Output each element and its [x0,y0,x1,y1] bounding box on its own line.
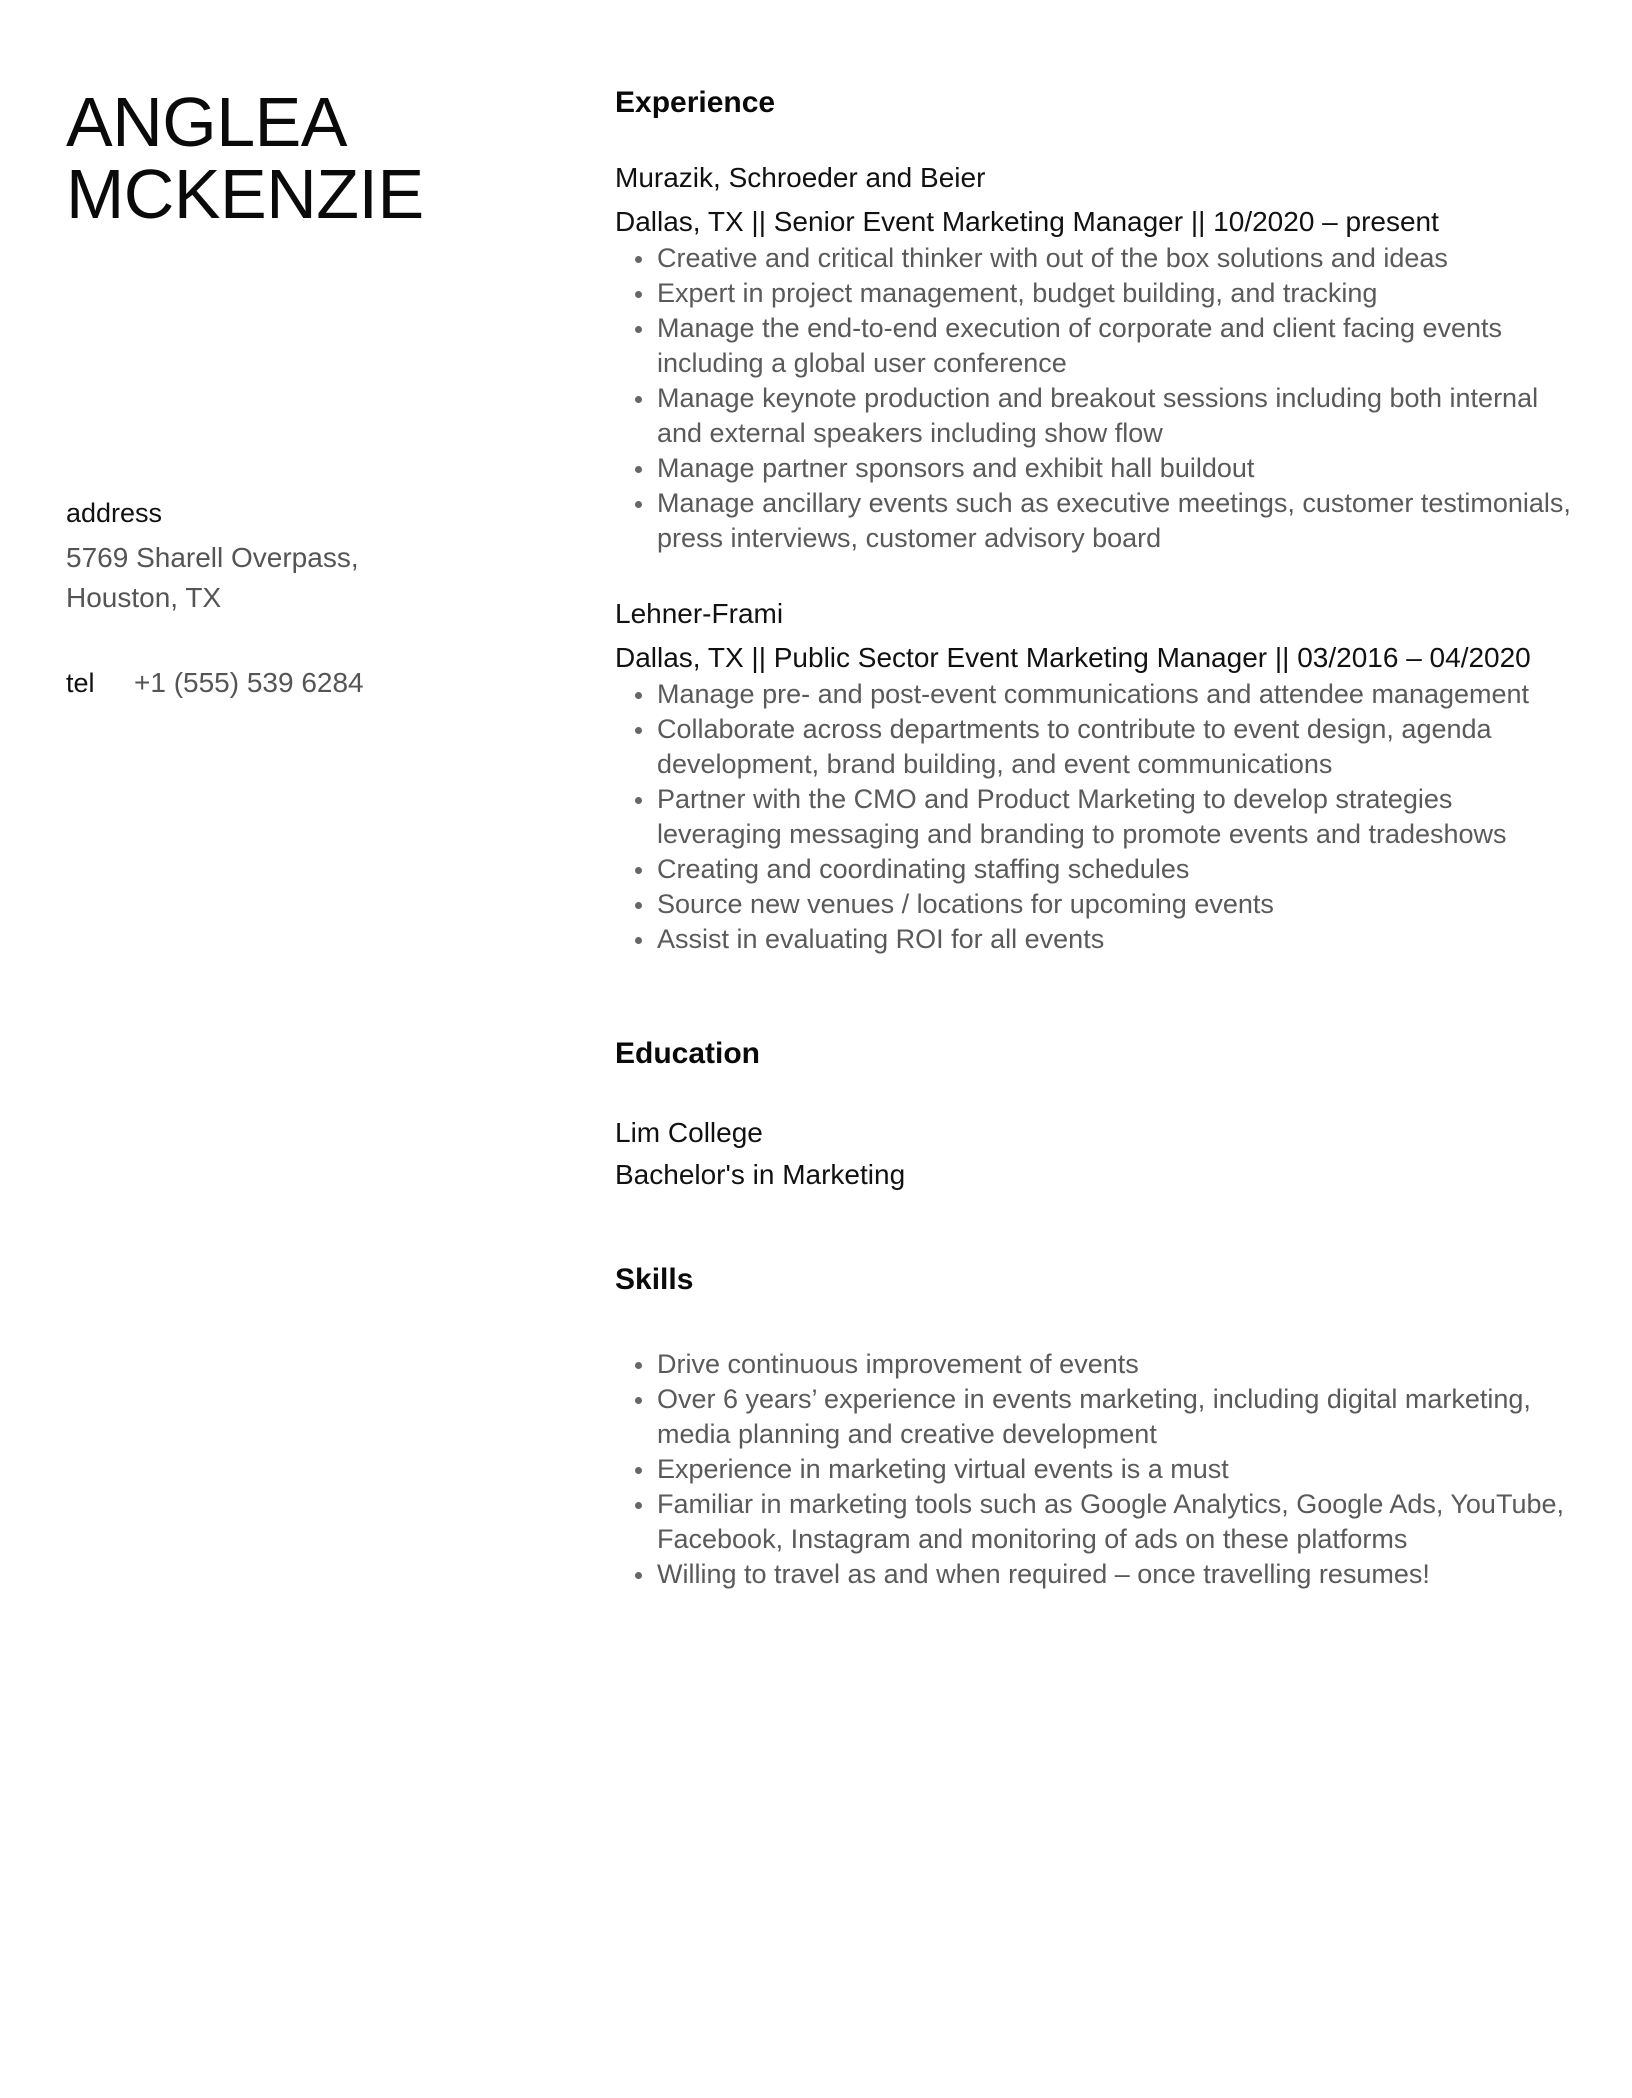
list-item: Manage keynote production and breakout sessions including both internal and external speakers including show flow [615,381,1575,451]
list-item: Willing to travel as and when required – once travelling resumes! [615,1557,1575,1592]
skills-title: Skills [615,1263,694,1296]
list-item: Assist in evaluating ROI for all events [615,922,1575,957]
first-name: ANGLEA [66,83,347,161]
job-entry [615,160,1575,556]
list-item: Manage the end-to-end execution of corporate and client facing events including a global user conference [615,311,1575,381]
candidate-name [66,83,546,233]
job-company: Lehner-Frami [615,598,784,629]
education-section [615,1035,1575,1193]
skills-list [615,1347,1575,1592]
list-item: Experience in marketing virtual events is a must [615,1452,1575,1487]
job-entry [615,596,1575,957]
list-item: Manage pre- and post-event communications and attendee management [615,677,1575,712]
job-bullets [615,241,1575,556]
list-item: Collaborate across departments to contribute to event design, agenda development, brand building, and event communications [615,712,1575,782]
experience-title: Experience [615,86,776,119]
list-item: Drive continuous improvement of events [615,1347,1575,1382]
address-line-1: 5769 Sharell Overpass, [66,542,359,573]
list-item: Creative and critical thinker with out of the box solutions and ideas [615,241,1575,276]
job-company: Murazik, Schroeder and Beier [615,162,986,193]
tel-value: +1 (555) 539 6284 [134,667,364,698]
education-title: Education [615,1037,761,1070]
right-column [615,84,1575,1592]
list-item: Manage ancillary events such as executive meetings, customer testimonials, press interviews, customer advisory board [615,486,1575,556]
tel-label: tel [66,668,95,698]
list-item: Expert in project management, budget building, and tracking [615,276,1575,311]
list-item: Over 6 years’ experience in events marketing, including digital marketing, media planning and creative development [615,1382,1575,1452]
address-value [66,538,526,618]
skills-section [615,1261,1575,1592]
address-label: address [66,498,163,528]
address-line-2: Houston, TX [66,582,222,613]
list-item: Creating and coordinating staffing schedules [615,852,1575,887]
education-degree: Bachelor's in Marketing [615,1159,906,1190]
list-item: Partner with the CMO and Product Marketing to develop strategies leveraging messaging and branding to promote events and tradeshows [615,782,1575,852]
job-meta: Dallas, TX || Public Sector Event Marketing Manager || 03/2016 – 04/2020 [615,642,1531,673]
list-item: Familiar in marketing tools such as Google Analytics, Google Ads, YouTube, Facebook, Instagram and monitoring of ads on these platforms [615,1487,1575,1557]
list-item: Source new venues / locations for upcoming events [615,887,1575,922]
last-name: MCKENZIE [66,155,424,233]
education-school: Lim College [615,1117,763,1148]
experience-section [615,84,1575,957]
left-column [66,83,546,233]
list-item: Manage partner sponsors and exhibit hall buildout [615,451,1575,486]
job-meta: Dallas, TX || Senior Event Marketing Manager || 10/2020 – present [615,206,1439,237]
job-bullets [615,677,1575,957]
